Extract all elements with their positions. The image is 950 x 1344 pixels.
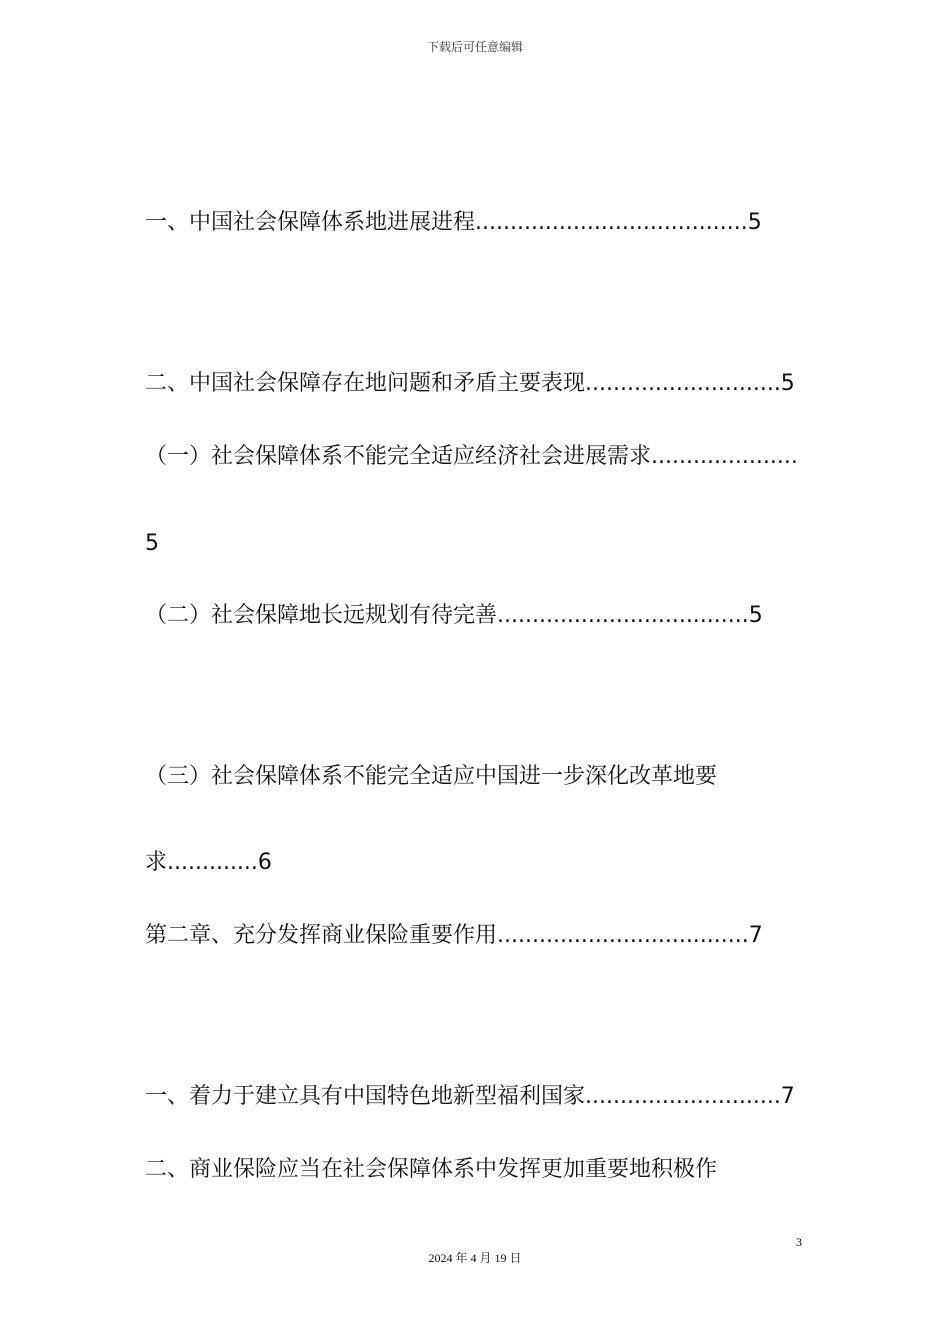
- toc-entry-2-3-cont: 求.............6: [145, 850, 272, 875]
- toc-entry-1: 一、中国社会保障体系地进展进程.......................................5: [145, 210, 762, 235]
- toc-entry-4: 二、商业保险应当在社会保障体系中发挥更加重要地积极作: [145, 1157, 718, 1182]
- toc-entry-2-1-page: 5: [145, 531, 159, 556]
- toc-entry-2-1: （一）社会保障体系不能完全适应经济社会进展需求.....................: [145, 444, 798, 469]
- toc-entry-2: 二、中国社会保障存在地问题和矛盾主要表现............................5: [145, 371, 795, 396]
- page-number: 3: [796, 1235, 802, 1249]
- toc-entry-chapter-2: 第二章、充分发挥商业保险重要作用....................................7: [145, 923, 763, 948]
- toc-entry-2-3: （三）社会保障体系不能完全适应中国进一步深化改革地要: [145, 764, 718, 789]
- toc-entry-3: 一、着力于建立具有中国特色地新型福利国家............................7: [145, 1084, 795, 1109]
- page-header: 下载后可任意编辑: [426, 40, 523, 54]
- page-footer-date: 2024 年 4 月 19 日: [428, 1251, 522, 1265]
- toc-entry-2-2: （二）社会保障地长远规划有待完善....................................5: [145, 603, 763, 628]
